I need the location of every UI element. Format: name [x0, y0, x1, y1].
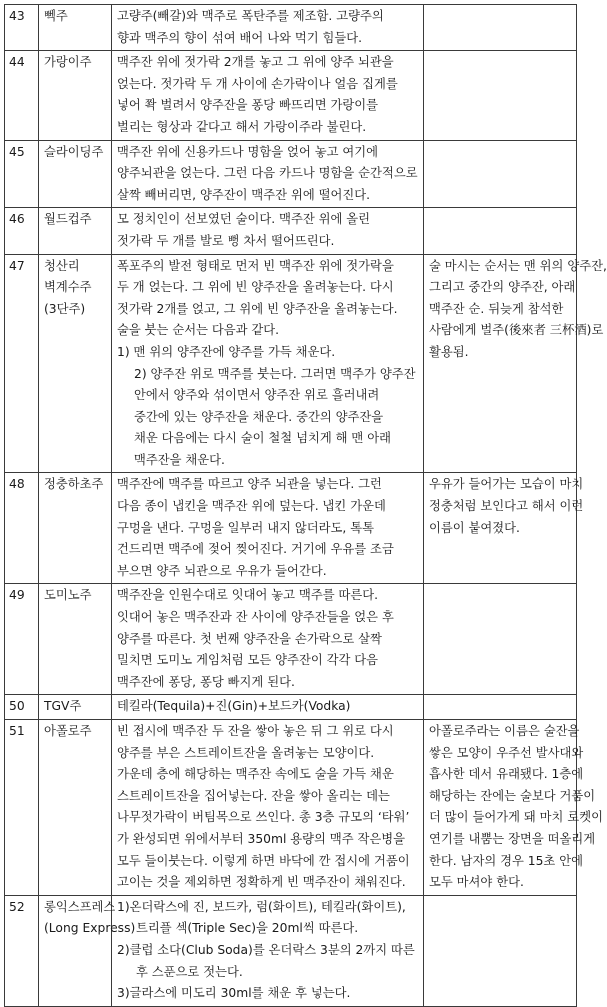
description-line: 고이는 것을 제외하면 정확하게 빈 맥주잔이 채워진다.: [117, 875, 406, 890]
recipe-description: [112, 695, 424, 720]
drink-name: [39, 5, 112, 51]
table-row: [5, 208, 577, 254]
description-line: 넣어 쫙 벌려서 양주잔을 퐁당 빠뜨리면 가랑이를: [117, 98, 379, 113]
description-line: 맥주잔에 퐁당, 퐁당 빠지게 된다.: [117, 674, 295, 689]
description-line: 2) 양주잔 위로 맥주를 붓는다. 그러면 맥주가 양주잔: [134, 366, 416, 381]
description-line: 두 개 얹는다. 그 위에 빈 양주잔을 올려놓는다. 다시: [117, 280, 394, 295]
drink-name-line: 정충하초주: [44, 477, 104, 492]
remark-line: 한다. 남자의 경우 15초 안에: [429, 853, 583, 868]
remark-line: 연기를 내뿜는 장면을 떠올리게: [429, 831, 596, 846]
remark-line: 술 마시는 순서는 맨 위의 양주잔,: [429, 258, 607, 273]
table-row: [5, 51, 577, 140]
remark-line: 이름이 붙여졌다.: [429, 520, 520, 535]
description-line: 맥주잔을 인원수대로 잇대어 놓고 맥주를 따른다.: [117, 588, 379, 603]
drink-name-line: 벽계수주: [44, 280, 92, 295]
row-number: 43: [5, 5, 39, 51]
description-line: 맥주잔을 채운다.: [134, 452, 225, 467]
recipe-description: [112, 473, 424, 584]
row-number: 48: [5, 473, 39, 584]
drink-name: [39, 720, 112, 896]
description-line: 스트레이트잔을 집어넣는다. 잔을 쌓아 올리는 데는: [117, 788, 390, 803]
row-number: 51: [5, 720, 39, 896]
drink-name-line: 청산리: [44, 258, 80, 273]
remarks: [424, 473, 584, 584]
table-row: [5, 140, 577, 208]
recipe-description: [112, 51, 424, 140]
table-row: [5, 895, 577, 1006]
remarks: [424, 140, 577, 208]
description-line: 채운 다음에는 다시 술이 철철 넘치게 해 맨 아래: [134, 431, 391, 446]
description-line: 1) 맨 위의 양주잔에 양주를 가득 채운다.: [117, 344, 336, 359]
description-line: 중간에 있는 양주잔을 채운다. 중간의 양주잔을: [134, 409, 384, 424]
remarks: [424, 695, 577, 720]
description-line: 구멍을 낸다. 구멍을 일부러 내지 않더라도, 톡톡: [117, 520, 374, 535]
drink-name-line: (Long Express): [44, 921, 136, 936]
description-line: 잇대어 놓은 맥주잔과 잔 사이에 양주잔들을 얹은 후: [117, 610, 394, 625]
remark-line: 우유가 들어가는 모습이 마치: [429, 477, 584, 492]
description-line: 향과 맥주의 향이 섞여 배어 나와 먹기 힘들다.: [117, 30, 363, 45]
remark-line: 쌓은 모양이 우주선 발사대와: [429, 745, 584, 760]
remarks: [424, 720, 603, 896]
liquor-table: [4, 4, 607, 1007]
description-line: 2)클럽 소다(Club Soda)를 온더락스 3분의 2까지 따른: [117, 942, 415, 957]
row-number: 49: [5, 584, 39, 695]
row-number: 46: [5, 208, 39, 254]
recipe-description: [112, 5, 424, 51]
description-line: 다음 종이 냅킨을 맥주잔 위에 덮는다. 냅킨 가운데: [117, 499, 386, 514]
table-row: [5, 584, 577, 695]
description-line: 모두 들이붓는다. 이렇게 하면 바닥에 깐 접시에 거품이: [117, 853, 410, 868]
remarks: [424, 584, 577, 695]
drink-name-line: (3단주): [44, 301, 86, 316]
description-line: 3)글라스에 미도리 30ml를 채운 후 넣는다.: [117, 986, 351, 1001]
recipe-description: [112, 208, 424, 254]
row-number: 45: [5, 140, 39, 208]
drink-name: [39, 473, 112, 584]
description-line: 부으면 양주 뇌관으로 우유가 들어간다.: [117, 563, 327, 578]
recipe-description: [112, 254, 424, 473]
drink-name-line: 뻭주: [44, 9, 68, 23]
description-line: 살짝 빼버리면, 양주잔이 맥주잔 위에 떨어진다.: [117, 187, 371, 202]
remark-line: 사람에게 벌주(後來者 三杯酒)로: [429, 323, 604, 338]
description-line: 술을 붓는 순서는 다음과 같다.: [117, 323, 280, 338]
recipe-description: [112, 584, 424, 695]
description-line: 양주를 부은 스트레이트잔을 올려놓는 모양이다.: [117, 745, 375, 760]
row-number: 44: [5, 51, 39, 140]
description-line: 맥주잔에 맥주를 따르고 양주 뇌관을 넣는다. 그런: [117, 477, 382, 492]
recipe-description: [112, 720, 424, 896]
recipe-description: [112, 140, 424, 208]
drink-name: [39, 895, 136, 1006]
description-line: 나무젓가락이 버팀목으로 쓰인다. 총 3층 규모의 ‘타워’: [117, 810, 410, 825]
description-line: 맥주잔 위에 신용카드나 명함을 얹어 놓고 여기에: [117, 144, 379, 159]
remark-line: 정충처럼 보인다고 해서 이런: [429, 499, 584, 514]
drink-name-line: 아폴로주: [44, 724, 92, 738]
description-line: 가 완성되면 위에서부터 350ml 용량의 맥주 작은병을: [117, 831, 406, 846]
table-row: [5, 254, 577, 473]
remark-line: 더 많이 들어가게 돼 마치 로켓이: [429, 810, 603, 825]
description-line: 빈 접시에 맥주잔 두 잔을 쌓아 놓은 뒤 그 위로 다시: [117, 724, 394, 738]
description-line: 젓가락 2개를 얹고, 그 위에 빈 양주잔을 올려놓는다.: [117, 301, 398, 316]
description-line: 모 정치인이 선보였던 술이다. 맥주잔 위에 올린: [117, 212, 371, 227]
description-line: 폭포주의 발전 형태로 먼저 빈 맥주잔 위에 젓가락을: [117, 258, 394, 273]
description-line: 얹는다. 젓가락 두 개 사이에 손가락이나 얼음 집게를: [117, 76, 398, 91]
drink-name-line: 슬라이딩주: [44, 144, 104, 159]
remark-line: 활용됨.: [429, 344, 469, 359]
description-line: 가운데 층에 해당하는 맥주잔 속에도 술을 가득 채운: [117, 767, 394, 782]
description-line: 건드리면 맥주에 젖어 찢어진다. 거기에 우유를 조금: [117, 542, 394, 557]
description-line: 젓가락 두 개를 발로 뻥 차서 떨어뜨린다.: [117, 233, 335, 248]
remark-line: 맥주잔 순. 뒤늦게 참석한: [429, 301, 564, 316]
drink-name: [39, 695, 112, 720]
description-line: 트리플 섹(Triple Sec)을 20ml씩 따른다.: [136, 921, 359, 936]
table-row: [5, 695, 577, 720]
remark-line: 모두 마셔야 한다.: [429, 875, 524, 890]
remarks: [424, 895, 577, 1006]
table-body: [5, 5, 607, 1007]
table-row: [5, 5, 577, 51]
description-line: 고량주(빼갈)와 맥주로 폭탄주를 제조함. 고량주의: [117, 9, 384, 23]
description-line: 밀치면 도미노 게임처럼 모든 양주잔이 각각 다음: [117, 653, 379, 668]
drink-name-line: TGV주: [44, 699, 82, 714]
remarks: [424, 51, 577, 140]
drink-name: [39, 208, 112, 254]
remark-line: 해당하는 잔에는 술보다 거품이: [429, 788, 596, 803]
remarks: [424, 208, 577, 254]
drink-name: [39, 584, 112, 695]
drink-name: [39, 254, 112, 473]
row-number: 50: [5, 695, 39, 720]
description-line: 1)온더락스에 진, 보드카, 럼(화이트), 테킬라(화이트),: [117, 899, 406, 914]
row-number: 47: [5, 254, 39, 473]
recipe-description: [112, 895, 424, 1006]
table-row: [5, 720, 577, 896]
drink-name-line: 가랑이주: [44, 55, 92, 70]
drink-name-line: 도미노주: [44, 588, 92, 603]
description-line: 테킬라(Tequila)+진(Gin)+보드카(Vodka): [117, 699, 351, 714]
description-line: 양주를 따른다. 첫 번째 양주잔을 손가락으로 살짝: [117, 631, 382, 646]
drink-name-line: 월드컵주: [44, 212, 92, 227]
description-line: 벌리는 형상과 같다고 해서 가랑이주라 불린다.: [117, 119, 367, 134]
drink-name: [39, 51, 112, 140]
row-number: 52: [5, 895, 39, 1006]
remarks: [424, 5, 577, 51]
table-row: [5, 473, 577, 584]
description-line: 안에서 양주와 섞이면서 양주잔 위로 흘러내려: [134, 388, 380, 403]
remark-line: 아폴로주라는 이름은 술잔을: [429, 724, 580, 738]
description-line: 양주뇌관을 얹는다. 그런 다음 카드나 명함을 순간적으로: [117, 166, 418, 181]
description-line: 후 스푼으로 젓는다.: [136, 964, 243, 979]
remark-line: 그리고 중간의 양주잔, 아래: [429, 280, 576, 295]
remarks: [424, 254, 607, 473]
description-line: 맥주잔 위에 젓가락 2개를 놓고 그 위에 양주 뇌관을: [117, 55, 394, 70]
drink-name-line: 롱익스프레스: [44, 899, 116, 914]
remark-line: 흡사한 데서 유래됐다. 1층에: [429, 767, 584, 782]
drink-name: [39, 140, 112, 208]
